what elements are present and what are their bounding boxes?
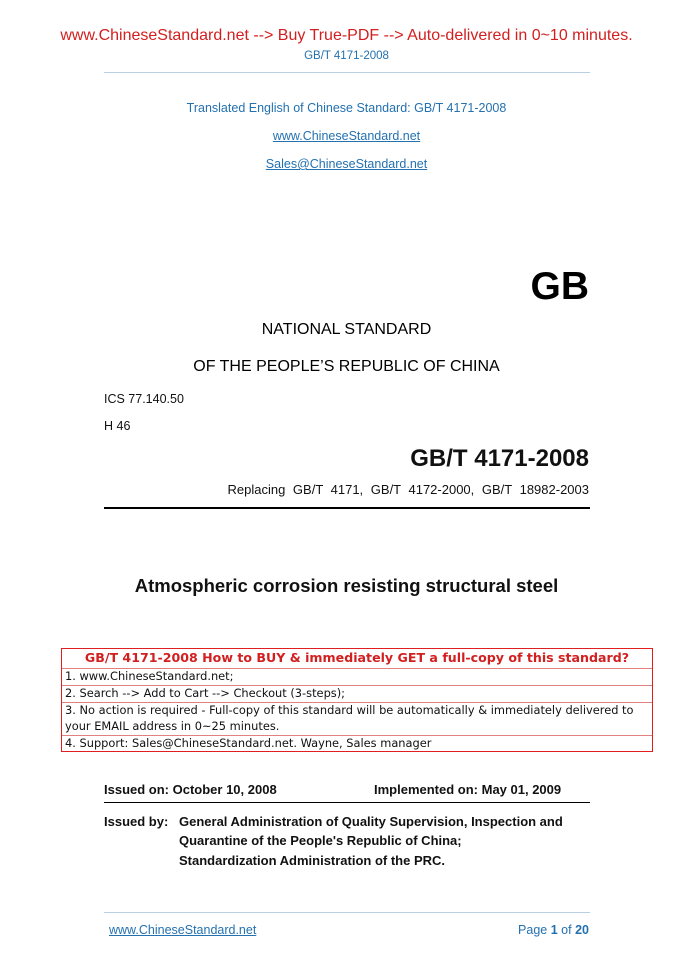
ics-code: ICS 77.140.50	[104, 392, 184, 406]
national-standard-heading: NATIONAL STANDARD	[261, 321, 432, 338]
gb-logo: GB	[530, 265, 589, 308]
title-divider	[104, 507, 590, 509]
standard-number: GB/T 4171-2008	[410, 445, 589, 472]
header-standard-code: GB/T 4171-2008	[304, 50, 389, 62]
header-divider	[104, 72, 590, 73]
document-title: Atmospheric corrosion resisting structural steel	[134, 575, 559, 596]
issuing-authority-2: Standardization Administration of the PRC.	[179, 853, 446, 868]
purchase-step-2: 2. Search --> Add to Cart --> Checkout (3-steps);	[65, 686, 346, 700]
page-indicator	[518, 923, 589, 937]
translation-note: Translated English of Chinese Standard: GB/T 4171-2008	[186, 101, 507, 115]
page-label: Page	[518, 923, 548, 937]
purchase-step-4: 4. Support: Sales@ChineseStandard.net. Wayne, Sales manager	[65, 736, 432, 750]
footer-divider	[104, 912, 590, 913]
purchase-step-1[interactable]: 1. www.ChineseStandard.net;	[65, 669, 234, 683]
issuing-authority-1: General Administration of Quality Supervision, Inspection and Quarantine of the People's Republic of China;	[179, 814, 563, 848]
issue-divider	[104, 802, 590, 803]
classification-code: H 46	[104, 419, 131, 433]
email-link[interactable]	[0, 157, 693, 171]
purchase-box-title: GB/T 4171-2008 How to BUY & immediately GET a full-copy of this standard?	[84, 650, 630, 665]
replacing-note: Replacing GB/T 4171, GB/T 4172-2000, GB/T 18982-2003	[227, 482, 589, 497]
implemented-on-date: Implemented on: May 01, 2009	[374, 782, 562, 797]
issued-on-date: Issued on: October 10, 2008	[104, 782, 277, 797]
top-banner[interactable]: www.ChineseStandard.net --> Buy True-PDF --> Auto-delivered in 0~10 minutes.	[60, 27, 633, 44]
issued-by-label: Issued by:	[104, 814, 169, 829]
footer-website-link[interactable]: www.ChineseStandard.net	[109, 923, 257, 937]
of-label: of	[561, 923, 572, 937]
purchase-info-box	[61, 648, 653, 752]
purchase-step-3-continued: your EMAIL address in 0~25 minutes.	[65, 719, 280, 733]
purchase-step-3: 3. No action is required - Full-copy of this standard will be automatically & immediately delivered to	[65, 703, 634, 717]
page-total: 20	[575, 923, 589, 937]
website-link[interactable]	[0, 129, 693, 143]
country-heading: OF THE PEOPLE’S REPUBLIC OF CHINA	[193, 358, 500, 375]
page-number: 1	[550, 923, 558, 937]
website-link-text[interactable]: www.ChineseStandard.net	[272, 129, 421, 143]
email-link-text[interactable]: Sales@ChineseStandard.net	[265, 157, 428, 171]
